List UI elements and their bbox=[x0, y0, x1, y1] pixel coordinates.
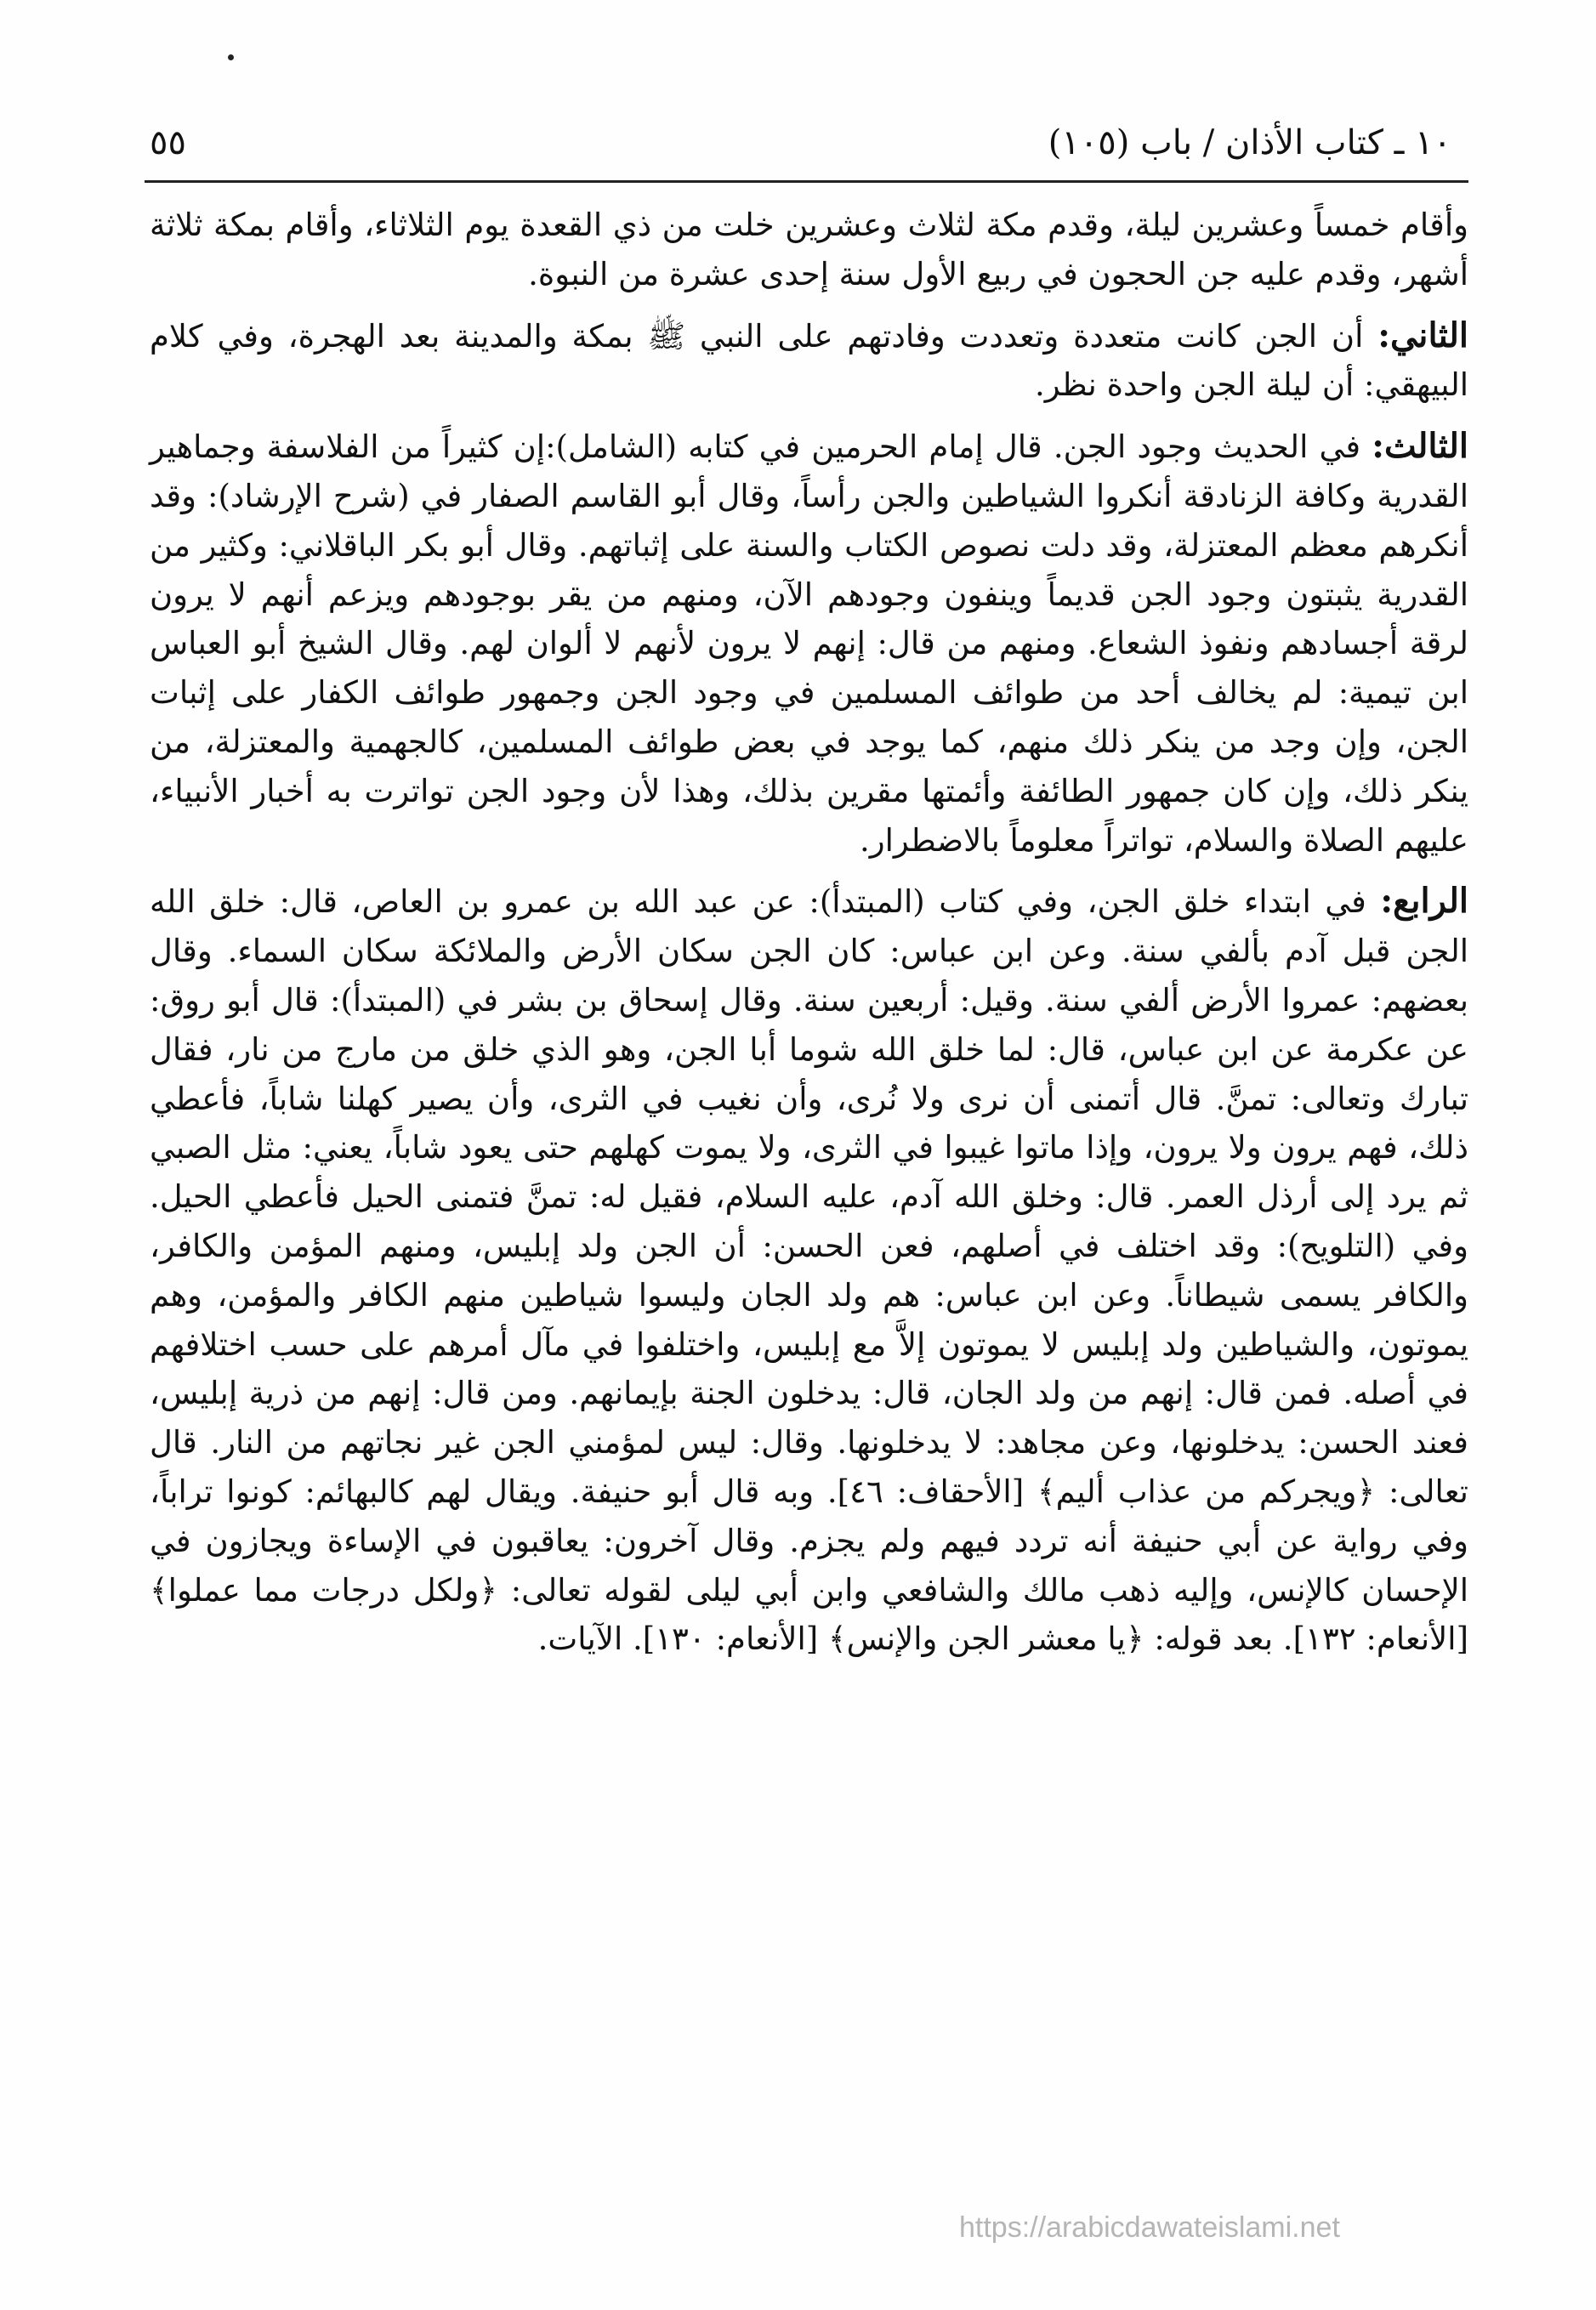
paragraph-second bbox=[150, 311, 1468, 411]
paragraph-intro bbox=[150, 201, 1468, 299]
paragraph-heading: الرابع: bbox=[1380, 881, 1468, 922]
running-title: ١٠ ـ كتاب الأذان / باب (١٠٥) bbox=[1048, 123, 1451, 162]
paragraph-heading: الثالث: bbox=[1372, 426, 1468, 467]
body-text bbox=[150, 201, 1468, 1671]
paragraph-text: وأقام خمساً وعشرين ليلة، وقدم مكة لثلاث وعشرين خلت من ذي القعدة يوم الثلاثاء، وأقام بمكة ثلاثة أشهر، وقدم عليه جن الحجون في ربيع الأول سنة إحدى عشرة من النبوة. bbox=[150, 207, 1468, 292]
paragraph-heading: الثاني: bbox=[1377, 315, 1468, 355]
page-number: ٥٥ bbox=[150, 123, 186, 162]
paragraph-fourth bbox=[150, 877, 1468, 1664]
paragraph-text: في الحديث وجود الجن. قال إمام الحرمين في كتابه (الشامل):إن كثيراً من الفلاسفة وجماهير القدرية وكافة الزنادقة أنكروا الشياطين والجن رأساً، وقال أبو القاسم الصفار في (شرح الإرشاد): وقد أنكرهم معظم المعتزلة، وقد دلت نصوص الكتاب والسنة على إثباتهم. وقال أبو بكر الباقلاني: وكثير من القدرية يثبتون وجود الجن قديماً وينفون وجودهم الآن، ومنهم من يقر بوجودهم ويزعم أنهم لا يرون لرقة أجسادهم ونفوذ الشعاع. ومنهم من قال: إنهم لا يرون لأنهم لا ألوان لهم. وقال الشيخ أبو العباس ابن تيمية: لم يخالف أحد من طوائف المسلمين في وجود الجن وجمهور طوائف الكفار على إثبات الجن، وإن وجد من ينكر ذلك منهم، كما يوجد في بعض طوائف المسلمين، كالجهمية والمعتزلة، من ينكر ذلك، وإن كان جمهور الطائفة وأئمتها مقرين بذلك، وهذا لأن وجود الجن تواترت به أخبار الأنبياء، عليهم الصلاة والسلام، تواتراً معلوماً بالاضطرار. bbox=[150, 429, 1468, 859]
paragraph-text: أن الجن كانت متعددة وتعددت وفادتهم على النبي ﷺ بمكة والمدينة بعد الهجرة، وفي كلام البيهقي: أن ليلة الجن واحدة نظر. bbox=[150, 317, 1468, 404]
paragraph-third bbox=[150, 422, 1468, 865]
watermark-url: https://arabicdawateislami.net bbox=[959, 2211, 1340, 2244]
margin-dot bbox=[228, 54, 234, 60]
page-header bbox=[145, 117, 1451, 168]
paragraph-text: في ابتداء خلق الجن، وفي كتاب (المبتدأ): عن عبد الله بن عمرو بن العاص، قال: خلق الله الجن قبل آدم بألفي سنة. وعن ابن عباس: كان الجن سكان الأرض والملائكة سكان السماء. وقال بعضهم: عمروا الأرض ألفي سنة. وقيل: أربعين سنة. وقال إسحاق بن بشر في (المبتدأ): قال أبو روق: عن عكرمة عن ابن عباس، قال: لما خلق الله شوما أبا الجن، وهو الذي خلق من مارج من نار، فقال تبارك وتعالى: تمنَّ. قال أتمنى أن نرى ولا نُرى، وأن نغيب في الثرى، وأن يصير كهلنا شاباً، فأعطي ذلك، فهم يرون ولا يرون، وإذا ماتوا غيبوا في الثرى، ولا يموت كهلهم حتى يعود شاباً، يعني: مثل الصبي ثم يرد إلى أرذل العمر. قال: وخلق الله آدم، عليه السلام، فقيل له: تمنَّ فتمنى الحيل فأعطي الحيل. وفي (التلويح): وقد اختلف في أصلهم، فعن الحسن: أن الجن ولد إبليس، ومنهم المؤمن والكافر، والكافر يسمى شيطاناً. وعن ابن عباس: هم ولد الجان وليسوا شياطين منهم الكافر والمؤمن، وهم يموتون، والشياطين ولد إبليس لا يموتون إلاَّ مع إبليس، واختلفوا في مآل أمرهم على حسب اختلافهم في أصله. فمن قال: إنهم من ولد الجان، قال: يدخلون الجنة بإيمانهم. ومن قال: إنهم من ذرية إبليس، فعند الحسن: يدخلونها، وعن مجاهد: لا يدخلونها. وقال: ليس لمؤمني الجن غير نجاتهم من النار. قال تعالى: ﴿ويجركم من عذاب أليم﴾ [الأحقاف: ٤٦]. وبه قال أبو حنيفة. ويقال لهم كالبهائم: كونوا تراباً، وفي رواية عن أبي حنيفة أنه تردد فيهم ولم يجزم. وقال آخرون: يعاقبون في الإساءة ويجازون في الإحسان كالإنس، وإليه ذهب مالك والشافعي وابن أبي ليلى لقوله تعالى: ﴿ولكل درجات مما عملوا﴾ [الأنعام: ١٣٢]. بعد قوله: ﴿يا معشر الجن والإنس﴾ [الأنعام: ١٣٠]. الآيات. bbox=[150, 883, 1468, 1658]
header-rule bbox=[145, 180, 1468, 183]
